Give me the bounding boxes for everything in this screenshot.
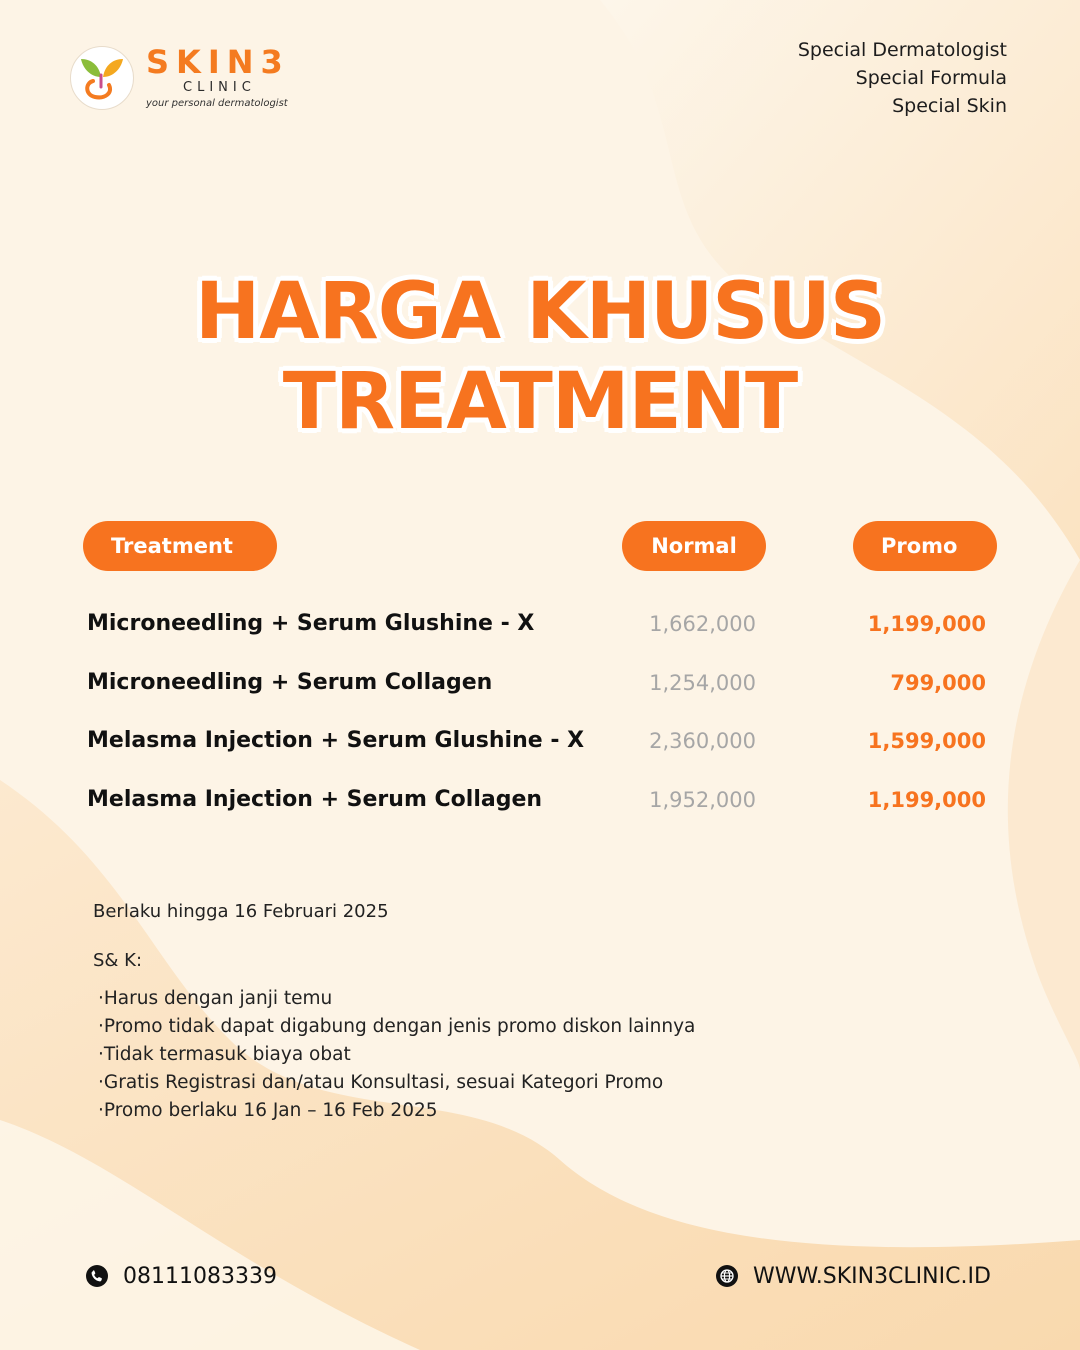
promo-price: 1,199,000 [867, 787, 986, 812]
header-promo: Promo [853, 521, 997, 571]
list-item: · Tidak termasuk biaya obat [98, 1041, 695, 1069]
phone-number: 08111083339 [123, 1263, 277, 1289]
promo-price: 1,199,000 [867, 612, 986, 636]
tagline-3: Special Skin [892, 95, 1007, 117]
header-normal: Normal [622, 521, 766, 571]
table-row [87, 722, 997, 781]
list-item: · Harus dengan janji temu [98, 985, 695, 1013]
phone-contact[interactable] [86, 1260, 277, 1292]
brand-tagline: your personal dermatologist [146, 98, 288, 109]
treatment-name: Melasma Injection + Serum Collagen [87, 786, 543, 812]
price-table [87, 605, 997, 839]
brand-logo [70, 44, 330, 114]
normal-price: 1,662,000 [649, 612, 756, 636]
treatment-name: Microneedling + Serum Glushine - X [87, 611, 535, 636]
header-treatment: Treatment [83, 521, 277, 571]
website-url: WWW.SKIN3CLINIC.ID [753, 1263, 991, 1289]
phone-icon [86, 1265, 108, 1287]
terms-list [98, 985, 695, 1125]
treatment-name: Melasma Injection + Serum Glushine - X [87, 728, 585, 753]
terms-title: S& K: [93, 950, 143, 971]
table-row [87, 664, 997, 723]
table-row [87, 605, 997, 664]
tagline-1: Special Dermatologist [797, 39, 1007, 61]
page-title-line-1: HARGA KHUSUS [195, 267, 885, 357]
promo-price: 799,000 [890, 670, 986, 695]
table-row [87, 781, 997, 840]
list-item: · Gratis Registrasi dan/atau Konsultasi, sesuai Kategori Promo [98, 1069, 695, 1097]
globe-icon [716, 1265, 738, 1287]
website-link[interactable] [716, 1260, 991, 1292]
logo-mark-icon [70, 46, 134, 110]
tagline-2: Special Formula [855, 67, 1007, 89]
normal-price: 1,254,000 [649, 670, 756, 695]
normal-price: 1,952,000 [649, 787, 756, 812]
page-title-line-2: TREATMENT [282, 357, 798, 447]
treatment-name: Microneedling + Serum Collagen [87, 669, 493, 695]
brand-sub: CLINIC [183, 80, 256, 95]
list-item: · Promo berlaku 16 Jan – 16 Feb 2025 [98, 1097, 695, 1125]
validity-text: Berlaku hingga 16 Februari 2025 [93, 901, 389, 922]
normal-price: 2,360,000 [649, 729, 756, 753]
brand-name: SKIN3 [146, 43, 290, 81]
list-item: · Promo tidak dapat digabung dengan jenis promo diskon lainnya [98, 1013, 695, 1041]
taglines [798, 36, 1007, 120]
promo-price: 1,599,000 [867, 729, 986, 753]
